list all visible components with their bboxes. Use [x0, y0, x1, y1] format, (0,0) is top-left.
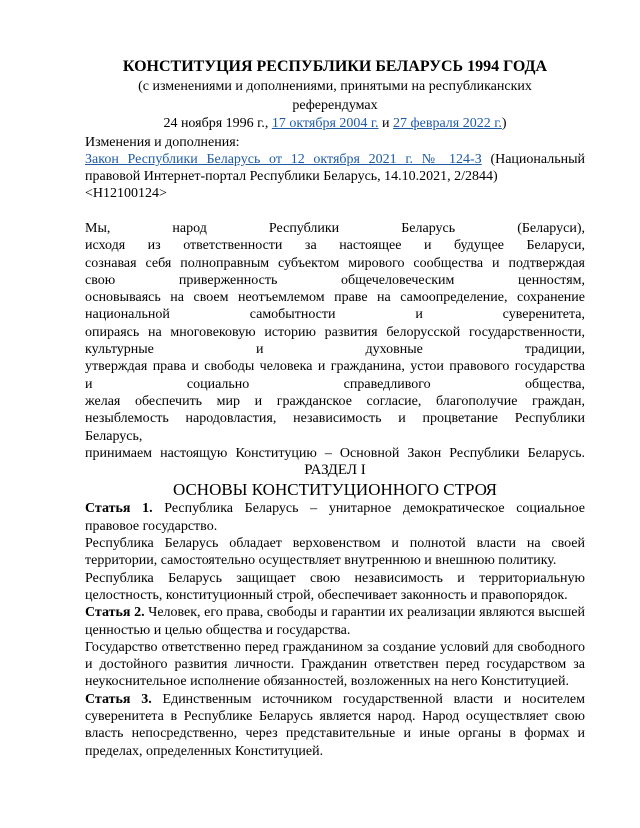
- preamble-line: сознавая себя полноправным субъектом мирового сообщества и подтверждая: [85, 255, 585, 271]
- law-124z-link[interactable]: Закон Республики Беларусь от 12 октября 2021 г. № 124-З: [85, 151, 482, 167]
- article-2-label: Статья 2.: [85, 605, 145, 621]
- article-text: Единственным источником государственной власти и носителем суверенитета в Республике Беларусь является народ. Народ осуществляет свою власть непосредственно, через представительные и иные органы в формах и пределах, определенных Конституцией.: [85, 691, 585, 759]
- preamble-line: Беларусь,: [85, 428, 143, 444]
- article-2-paragraph-2: [85, 639, 585, 691]
- amendments-law-paragraph: [85, 151, 585, 186]
- article-1-label: Статья 1.: [85, 501, 153, 517]
- article-text: Республика Беларусь защищает свою независимость и территориальную целостность, конституционный строй, обеспечивает законность и правопорядок.: [85, 570, 585, 603]
- article-text: Государство ответственно перед гражданином за создание условий для свободного и достойного развития личности. Гражданин ответствен перед государством за неукоснительное исполнение обязанностей, возложенных на него Конституцией.: [85, 639, 585, 690]
- preamble-line: свою приверженность общечеловеческим ценностям,: [85, 272, 585, 288]
- subtitle-line-2: референдумах: [292, 97, 378, 113]
- article-3-label: Статья 3.: [85, 691, 152, 707]
- date-suffix: ): [501, 116, 507, 131]
- document-title: КОНСТИТУЦИЯ РЕСПУБЛИКИ БЕЛАРУСЬ 1994 ГОДА: [122, 58, 548, 75]
- preamble-line: основываясь на своем неотъемлемом праве на самоопределение, сохранение: [85, 290, 585, 306]
- article-2-paragraph-1: [85, 604, 585, 639]
- preamble-line: опираясь на многовековую историю развития белорусской государственности,: [85, 324, 585, 340]
- preamble-line: и социально справедливого общества,: [85, 376, 585, 392]
- section-title: ОСНОВЫ КОНСТИТУЦИОННОГО СТРОЯ: [172, 480, 498, 500]
- article-text: Человек, его права, свободы и гарантии их реализации являются высшей ценностью и целью общества и государства.: [85, 605, 585, 638]
- preamble-line: Мы, народ Республики Беларусь (Беларуси),: [85, 220, 585, 236]
- subtitle-line-1: (с изменениями и дополнениями, принятыми на республиканских: [138, 79, 532, 94]
- preamble-line: принимаем настоящую Конституцию – Основной Закон Республики Беларусь.: [85, 445, 585, 461]
- article-1-paragraph-3: [85, 570, 585, 605]
- article-text: Республика Беларусь обладает верховенством и полнотой власти на своей территории, самостоятельно осуществляет внутреннюю и внешнюю политику.: [85, 536, 585, 569]
- amendments-heading: Изменения и дополнения:: [85, 134, 240, 150]
- date-prefix: 24 ноября 1996 г.,: [163, 116, 272, 131]
- preamble-line: незыблемость народовластия, независимость и процветание Республики: [85, 411, 585, 427]
- law-source-text: (Национальный правовой Интернет-портал Республики Беларусь, 14.10.2021, 2/2844): [85, 151, 586, 185]
- article-1-paragraph-2: [85, 535, 585, 570]
- article-text: Республика Беларусь – унитарное демократическое социальное правовое государство.: [85, 501, 586, 534]
- referendum-2004-link[interactable]: 17 октября 2004 г.: [271, 116, 379, 131]
- preamble-line: исходя из ответственности за настоящее и будущее Беларуси,: [85, 238, 585, 254]
- date-conjunction: и: [378, 116, 394, 131]
- section-kicker: РАЗДЕЛ I: [304, 462, 366, 479]
- referendum-dates-line: [85, 115, 585, 134]
- article-1-paragraph-1: [85, 500, 585, 535]
- preamble-line: культурные и духовные традиции,: [85, 342, 585, 358]
- document-code: <H12100124>: [85, 186, 167, 202]
- preamble-line: желая обеспечить мир и гражданское согласие, благополучие граждан,: [85, 393, 585, 409]
- preamble-line: национальной самобытности и суверенитета,: [85, 307, 585, 323]
- preamble-line: утверждая права и свободы человека и гражданина, устои правового государства: [85, 359, 585, 375]
- article-3-paragraph-1: [85, 691, 585, 760]
- referendum-2022-link[interactable]: 27 февраля 2022 г.: [393, 116, 502, 131]
- spacer: [85, 203, 585, 220]
